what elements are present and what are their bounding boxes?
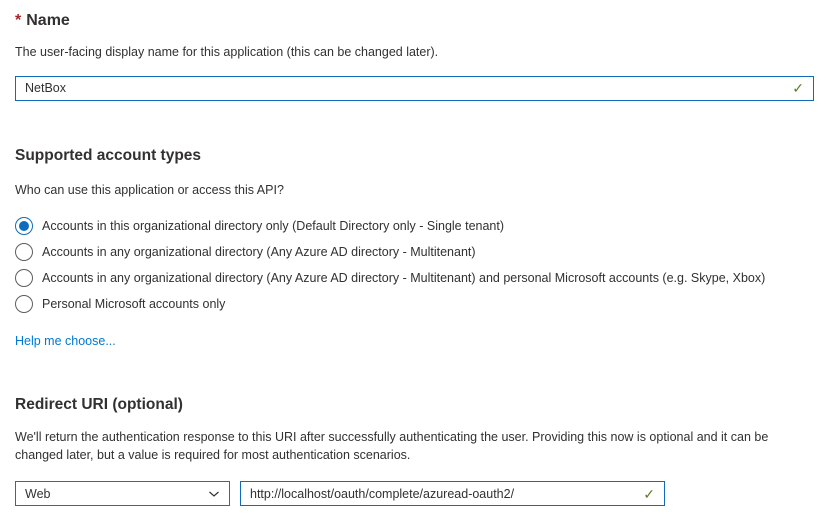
account-types-question: Who can use this application or access this API? xyxy=(15,182,284,197)
required-asterisk: * xyxy=(15,12,22,29)
radio-option-personal-only[interactable] xyxy=(15,291,814,317)
platform-select[interactable] xyxy=(15,481,230,506)
radio-icon[interactable] xyxy=(15,217,33,235)
radio-option-label: Accounts in any organizational directory (Any Azure AD directory - Multitenant) and personal Microsoft accounts (e.g. Skype, Xbox) xyxy=(42,270,766,285)
radio-icon[interactable] xyxy=(15,295,33,313)
radio-icon[interactable] xyxy=(15,243,33,261)
radio-option-label: Accounts in any organizational directory (Any Azure AD directory - Multitenant) xyxy=(42,244,476,259)
account-types-section xyxy=(15,147,814,350)
valid-check-icon: ✓ xyxy=(792,80,804,97)
account-types-radio-group xyxy=(15,213,814,317)
name-section-heading xyxy=(15,12,814,30)
redirect-uri-input-container xyxy=(240,481,665,506)
radio-option-single-tenant[interactable] xyxy=(15,213,814,239)
radio-option-label: Accounts in this organizational directory only (Default Directory only - Single tenant) xyxy=(42,218,505,233)
radio-icon[interactable] xyxy=(15,269,33,287)
redirect-uri-title: Redirect URI (optional) xyxy=(15,395,183,413)
help-me-choose-link[interactable]: Help me choose... xyxy=(15,333,116,348)
name-input-container xyxy=(15,76,814,101)
platform-select-value: Web xyxy=(25,486,51,501)
radio-option-multitenant[interactable] xyxy=(15,239,814,265)
redirect-uri-section xyxy=(15,396,814,507)
redirect-uri-row xyxy=(15,481,814,506)
valid-check-icon: ✓ xyxy=(643,485,655,502)
name-section xyxy=(15,12,814,101)
radio-option-label: Personal Microsoft accounts only xyxy=(42,296,226,311)
name-description: The user-facing display name for this application (this can be changed later). xyxy=(15,45,439,59)
name-label: Name xyxy=(26,12,70,29)
redirect-uri-input[interactable] xyxy=(250,487,637,501)
redirect-uri-description: We'll return the authentication response to this URI after successfully authenticating the user. Providing this now is optional and it can be changed later, but a value is required for most authentication scenarios. xyxy=(15,429,769,463)
account-types-title: Supported account types xyxy=(15,146,202,164)
chevron-down-icon xyxy=(208,488,220,500)
name-input[interactable] xyxy=(25,81,786,95)
radio-option-multitenant-personal[interactable] xyxy=(15,265,814,291)
